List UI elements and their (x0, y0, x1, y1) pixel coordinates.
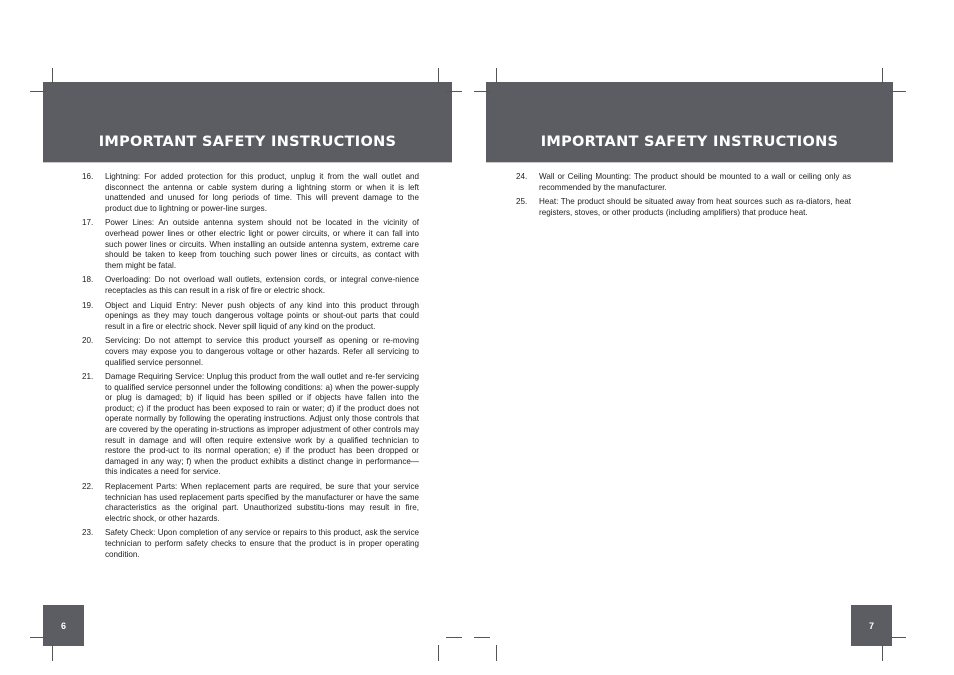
crop-mark (882, 645, 883, 661)
crop-mark (438, 645, 439, 661)
list-item (82, 528, 419, 560)
item-text: Damage Requiring Service: Unplug this product from the wall outlet and re-fer servicing to qualified service personnel under the following conditions: a) when the power-supply or plug is damaged; b) if liquid has been spilled or if objects have fallen into the product; c) if the product has been exposed to rain or water; d) if the product does not operate normally by following the operating instructions. Adjust only those controls that are covered by the operating in-structions as improper adjustment of other controls may result in damage and will often require extensive work by a qualified technician to restore the prod-uct to its normal operation; e) if the product has been dropped or damaged in any way; f) when the product exhibits a distinct change in performance—this indicates a need for service. (105, 372, 419, 477)
header-band (43, 82, 452, 163)
item-text: Lightning: For added protection for this product, unplug it from the wall outlet and disconnect the antenna or cable system during a lightning storm or when it is left unattended and unused for long periods of time. This will prevent damage to the product due to lightning or power-line surges. (105, 172, 419, 213)
crop-mark (474, 91, 490, 92)
item-text: Servicing: Do not attempt to service this product yourself as opening or re-moving covers may expose you to dangerous voltage or other hazards. Refer all servicing to qualified service personnel. (105, 336, 419, 367)
list-item (82, 275, 419, 296)
item-number: 20. (82, 336, 94, 346)
list-item (82, 482, 419, 524)
item-number: 24. (516, 172, 528, 181)
crop-mark (438, 68, 439, 84)
right-page (477, 0, 954, 675)
item-text: Power Lines: An outside antenna system should not be located in the vicinity of overhead power lines or other electric light or power circuits, or where it can fall into such power lines or circuits. When installing an outside antenna system, extreme care should be taken to keep from touching such power lines or circuits, as contact with them might be fatal. (105, 218, 419, 270)
crop-mark (890, 91, 906, 92)
item-number: 18. (82, 275, 94, 285)
item-number: 21. (82, 372, 94, 382)
item-number: 19. (82, 300, 94, 310)
list-item (82, 372, 419, 478)
page-title: IMPORTANT SAFETY INSTRUCTIONS (98, 134, 397, 150)
instruction-list (82, 172, 419, 564)
item-number: 25. (516, 197, 528, 207)
page-number: 6 (43, 605, 84, 646)
list-item (82, 336, 419, 368)
crop-mark (446, 91, 462, 92)
item-text: Overloading: Do not overload wall outlets, extension cords, or integral conve-nience receptacles as this can result in a risk of fire or electric shock. (105, 275, 419, 295)
item-number: 23. (82, 528, 94, 538)
page-number: 7 (851, 605, 892, 646)
instruction-list (516, 172, 851, 222)
crop-mark (30, 91, 46, 92)
item-text: Heat: The product should be situated away from heat sources such as ra-diators, heat registers, stoves, or other products (including amplifiers) that produce heat. (539, 197, 851, 217)
crop-mark (52, 68, 53, 84)
page-title: IMPORTANT SAFETY INSTRUCTIONS (540, 134, 839, 150)
item-number: 16. (82, 172, 94, 181)
list-item (82, 172, 419, 214)
list-item (516, 172, 851, 193)
crop-mark (52, 645, 53, 661)
crop-mark (496, 68, 497, 84)
list-item (82, 218, 419, 271)
item-text: Safety Check: Upon completion of any service or repairs to this product, ask the service technician to perform safety checks to ensure that the product is in proper operating condition. (105, 528, 419, 559)
crop-mark (474, 637, 490, 638)
crop-mark (30, 637, 46, 638)
list-item (82, 301, 419, 333)
crop-mark (446, 637, 462, 638)
item-text: Object and Liquid Entry: Never push objects of any kind into this product through openings as they may touch dangerous voltage points or shout-out parts that could result in a fire or electric shock. Never spill liquid of any kind on the product. (105, 300, 419, 331)
list-item (516, 197, 851, 218)
header-band (486, 82, 893, 163)
item-text: Replacement Parts: When replacement parts are required, be sure that your service technician has used replacement parts specified by the manufacturer or have the same characteristics as the original part. Unauthorized substitu-tions may result in fire, electric shock, or other hazards. (105, 482, 419, 523)
item-number: 17. (82, 218, 94, 228)
item-text: Wall or Ceiling Mounting: The product should be mounted to a wall or ceiling only as recommended by the manufacturer. (539, 172, 851, 192)
crop-mark (496, 645, 497, 661)
crop-mark (882, 68, 883, 84)
item-number: 22. (82, 482, 94, 492)
crop-mark (890, 637, 906, 638)
